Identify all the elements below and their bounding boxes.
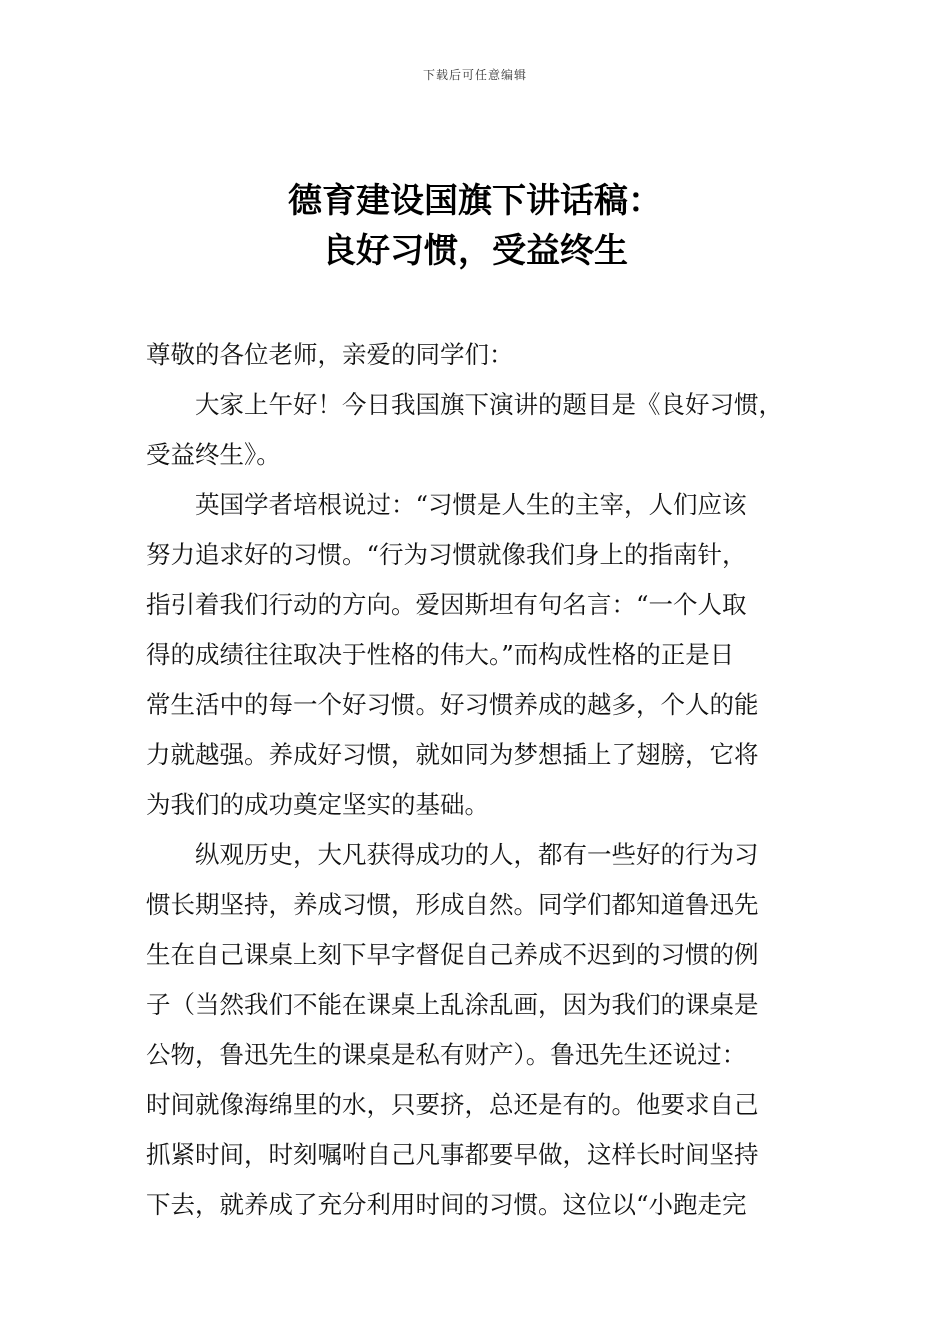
text-line: 抓紧时间，时刻嘱咐自己凡事都要早做，这样长时间坚持	[146, 1140, 759, 1169]
text-line: 生在自己课桌上刻下早字督促自己养成不迟到的习惯的例	[146, 940, 759, 969]
title-line-2: 良好习惯，受益终生	[322, 231, 628, 271]
header-note: 下载后可任意编辑	[422, 68, 527, 82]
text-line: 力就越强。养成好习惯，就如同为梦想插上了翅膀，它将	[146, 740, 759, 769]
title-line-1: 德育建设国旗下讲话稿：	[288, 181, 662, 221]
text-line: 英国学者培根说过：“习惯是人生的主宰，人们应该	[195, 490, 747, 519]
text-line: 努力追求好的习惯。“行为习惯就像我们身上的指南针，	[146, 540, 747, 569]
salutation-line: 尊敬的各位老师，亲爱的同学们：	[146, 340, 514, 369]
text-line: 下去，就养成了充分利用时间的习惯。这位以“小跑走完	[146, 1190, 747, 1219]
document-title	[0, 176, 950, 276]
text-line: 得的成绩往往取决于性格的伟大。”而构成性格的正是日	[146, 640, 735, 669]
text-line: 为我们的成功奠定坚实的基础。	[146, 790, 489, 819]
text-line: 大家上午好！今日我国旗下演讲的题目是《良好习惯，	[195, 390, 783, 419]
speech-body	[146, 330, 808, 1230]
text-line: 受益终生》。	[146, 440, 281, 469]
text-line: 指引着我们行动的方向。爱因斯坦有句名言：“一个人取	[146, 590, 747, 619]
text-line: 公物，鲁迅先生的课桌是私有财产）。鲁迅先生还说过：	[146, 1040, 747, 1069]
text-line: 子（当然我们不能在课桌上乱涂乱画，因为我们的课桌是	[146, 990, 759, 1019]
text-line: 常生活中的每一个好习惯。好习惯养成的越多，个人的能	[146, 690, 759, 719]
text-line: 纵观历史，大凡获得成功的人，都有一些好的行为习	[195, 840, 759, 869]
text-line: 时间就像海绵里的水，只要挤，总还是有的。他要求自己	[146, 1090, 759, 1119]
text-line: 惯长期坚持，养成习惯，形成自然。同学们都知道鲁迅先	[146, 890, 759, 919]
